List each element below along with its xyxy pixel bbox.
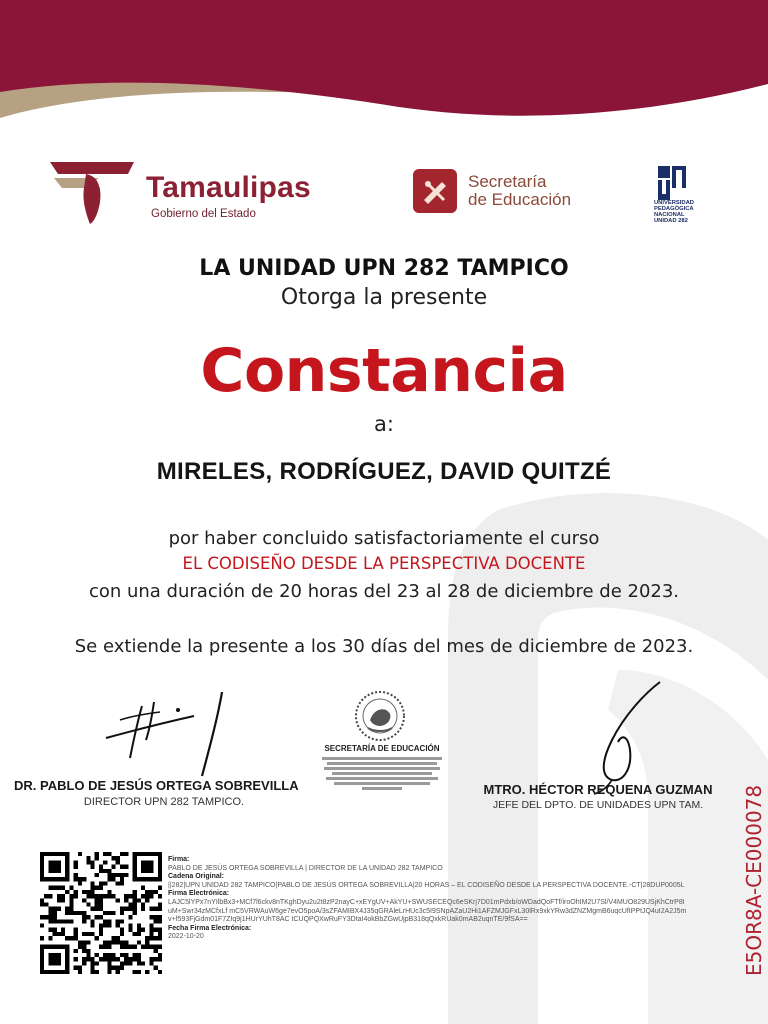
- upn-logo: [654, 164, 724, 226]
- tamaulipas-logo: [48, 158, 328, 228]
- body-line-3: con una duración de 20 horas del 23 al 28 de diciembre de 2023.: [88, 581, 680, 602]
- upn-line-2: PEDAGÓGICA: [654, 206, 694, 212]
- upn-line-1: UNIVERSIDAD: [654, 200, 694, 206]
- secretaria-educacion-icon: [412, 168, 458, 214]
- electronic-signature-block: [168, 856, 688, 942]
- seal-fine-print: [318, 755, 446, 799]
- course-name: EL CODISEÑO DESDE LA PERSPECTIVA DOCENTE: [182, 554, 586, 573]
- firma-electronica-value: LAJC5lYPx7nYIlbBx3+MCf7l6ckv8nTKghDyu2u2t8zP2nayC+xEYgUV+AkYU+SWUSECEQc6eSKrj7D01mPdxb/oWDadQoFTf/iroOhIM2U7Sl/V4MUO829USjKhCtrP8IuM+Swr34zMCfxLf mC5VRWAuW6ge7evO5poA/3sZFAMIBX4J35qGRAleLrHUc3c5I9SNpAZaU2Hi1AFZMJGFxL30lRx9xkYRw3dZNZMgmB6uqcUfIPPtJQ4uI2A2J5mv+f593FjGdm01F7ZIq9j1HUrYUhT8AC tCUQPQXwRuFY3DtaI4okBbZGwUjpB318qQxkRUak0mAB2uqnTE/9fSA==: [168, 898, 687, 924]
- folio-number: [733, 758, 768, 978]
- secretaria-educacion-logo: [412, 164, 592, 220]
- cadena-label: Cadena Original:: [168, 873, 225, 881]
- upn-line-3: NACIONAL: [654, 212, 685, 218]
- issuer-heading: LA UNIDAD UPN 282 TAMPICO: [199, 256, 569, 281]
- signatory-left-role: DIRECTOR UPN 282 TAMPICO.: [83, 796, 245, 808]
- signature-left: [98, 686, 238, 778]
- firma-label: Firma:: [168, 856, 190, 863]
- issue-date-line: Se extiende la presente a los 30 días del mes de diciembre de 2023.: [74, 636, 694, 657]
- upn-line-4: UNIDAD 282: [654, 218, 688, 224]
- qr-code-icon[interactable]: [40, 852, 162, 974]
- signatory-right-name: MTRO. HÉCTOR REQUENA GUZMAN: [483, 782, 713, 797]
- folio-text: E5OR8A-CE000078: [742, 784, 766, 976]
- signatory-left-name: DR. PABLO DE JESÚS ORTEGA SOBREVILLA: [14, 778, 299, 793]
- mexico-coat-of-arms-icon: [352, 690, 408, 742]
- seal-heading: SECRETARÍA DE EDUCACIÓN: [324, 744, 440, 753]
- firma-electronica-label: Firma Electrónica:: [168, 890, 230, 898]
- header-swoosh: [0, 0, 768, 140]
- firma-value: PABLO DE JESÚS ORTEGA SOBREVILLA | DIRECTOR DE LA UNIDAD 282 TAMPICO: [168, 864, 443, 872]
- tamaulipas-emblem-icon: [48, 158, 136, 226]
- tamaulipas-name: Tamaulipas: [146, 171, 311, 204]
- cadena-value: ||282|UPN UNIDAD 282 TAMPICO|PABLO DE JESÚS ORTEGA SOBREVILLA|20 HORAS – EL CODISEÑO DESDE LA PERSPECTIVA DOCENTE.-CT|28DUP0005L: [168, 881, 685, 889]
- signatory-right-role: JEFE DEL DPTO. DE UNIDADES UPN TAM.: [492, 799, 704, 811]
- signature-right: [584, 676, 674, 796]
- recipient-name: MIRELES, RODRÍGUEZ, DAVID QUITZÉ: [156, 458, 612, 485]
- fecha-label: Fecha Firma Electrónica:: [168, 924, 252, 932]
- tamaulipas-subtitle: Gobierno del Estado: [151, 208, 256, 220]
- body-line-1: por haber concluido satisfactoriamente el curso: [168, 528, 600, 549]
- secretaria-line2: de Educación: [468, 190, 572, 209]
- secretaria-line1: Secretaría: [468, 172, 547, 191]
- granted-line: Otorga la presente: [280, 285, 488, 310]
- document-title: Constancia: [200, 336, 568, 406]
- to-label: a:: [374, 412, 394, 436]
- fecha-value: 2022-10-20: [168, 933, 204, 941]
